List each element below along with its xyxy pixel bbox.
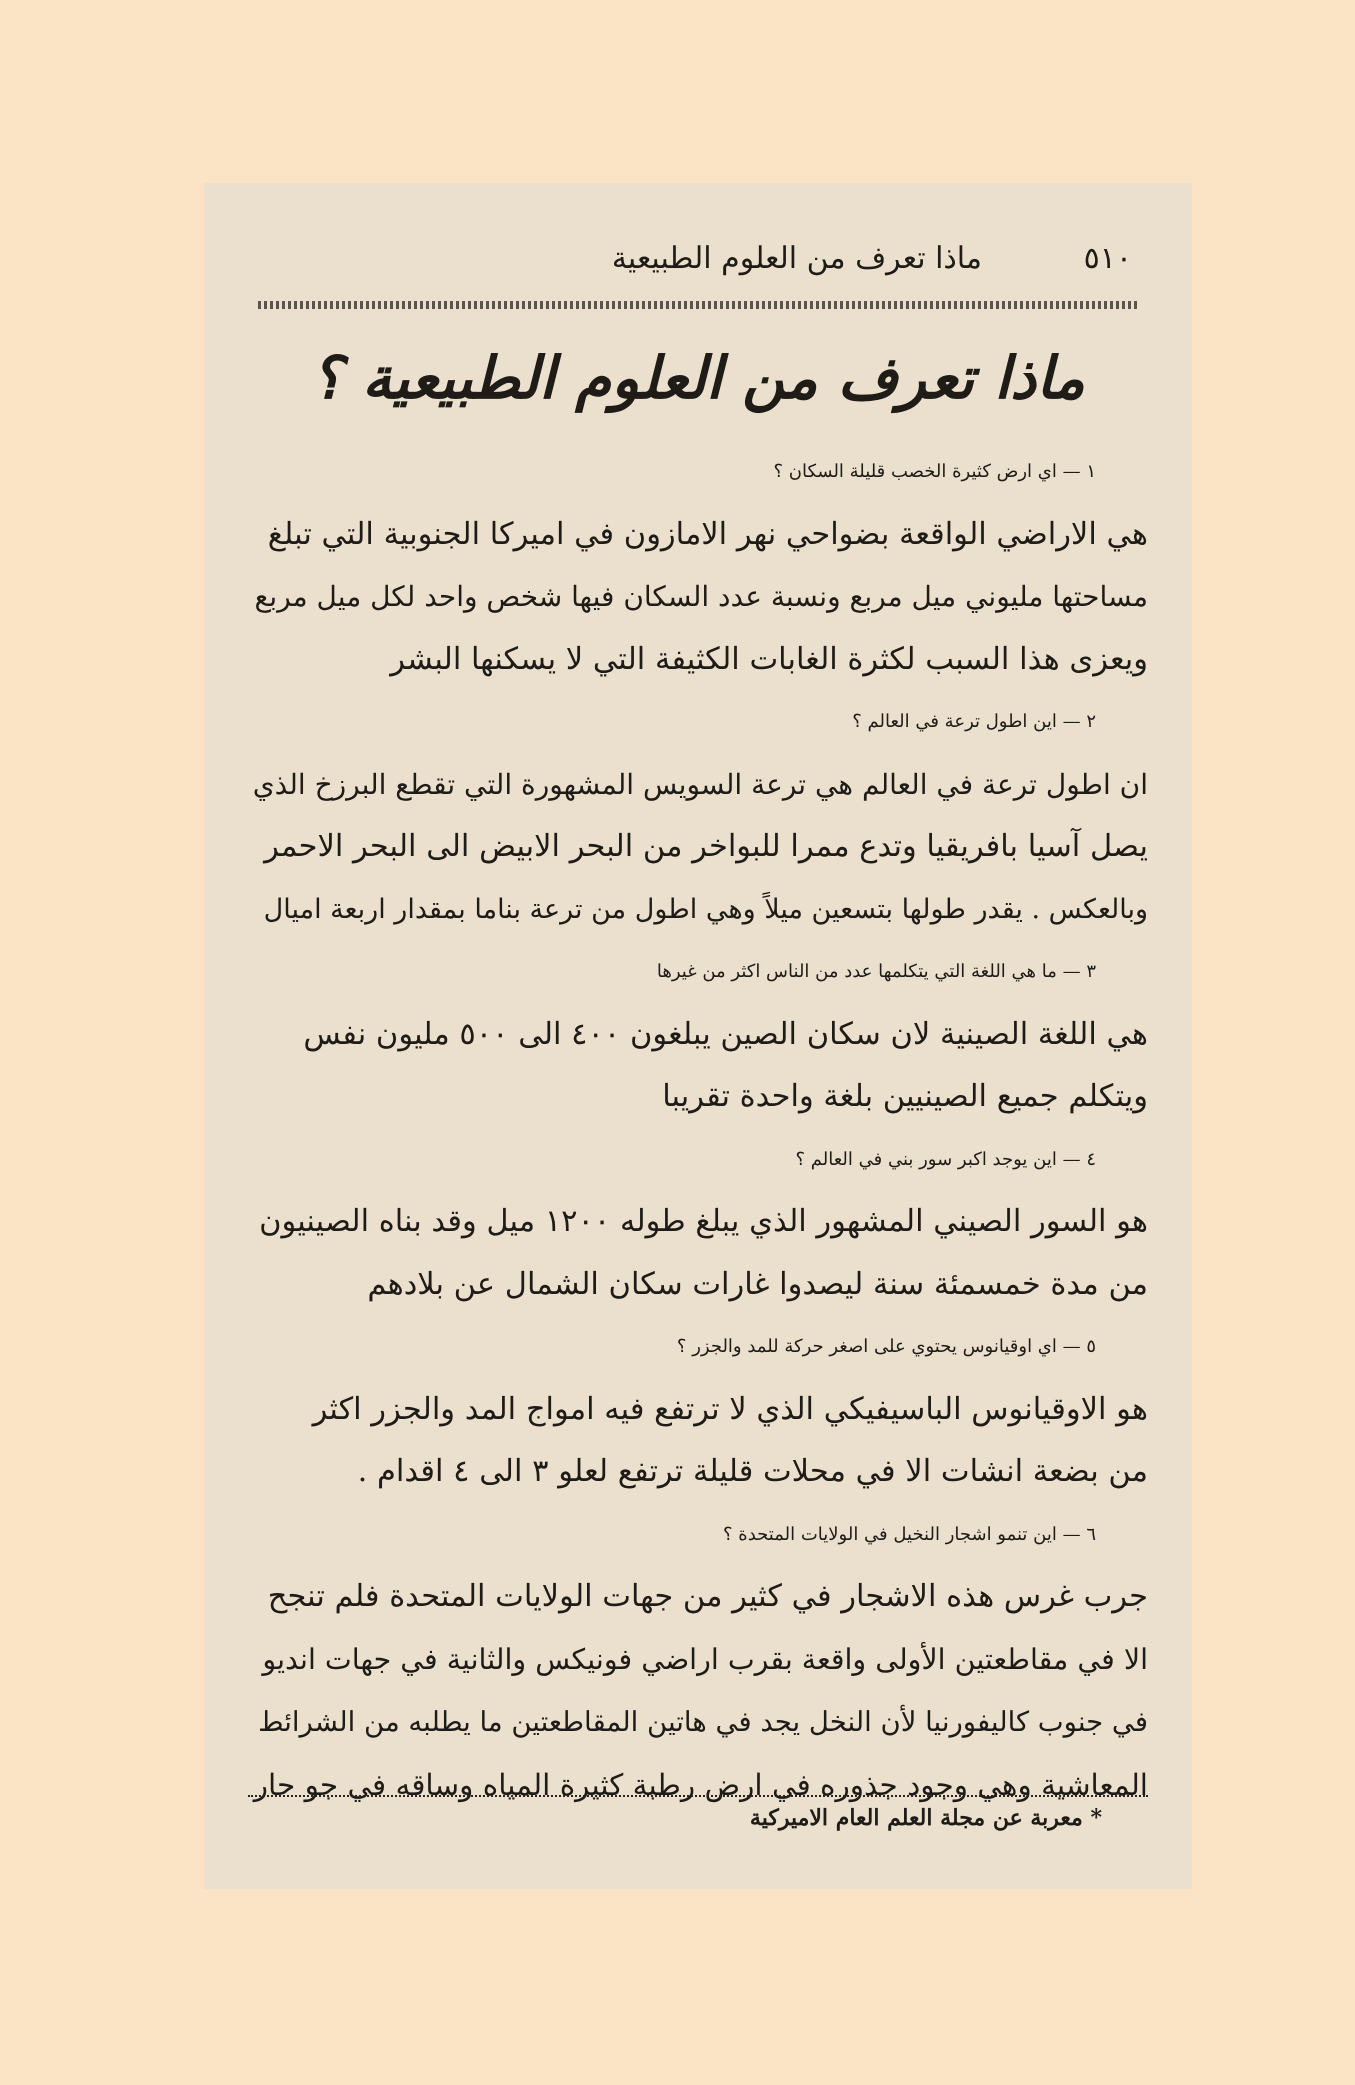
answer-1 xyxy=(248,504,1148,692)
wavy-divider xyxy=(258,301,1138,309)
answer-2 xyxy=(248,754,1148,942)
answer-4 xyxy=(248,1191,1148,1316)
answer-line: من مدة خمسمئة سنة ليصدوا غارات سكان الشمال عن بلادهم xyxy=(367,1266,1148,1302)
answer-line: من بضعة انشات الا في محلات قليلة ترتفع لعلو ٣ الى ٤ اقدام . xyxy=(357,1454,1148,1489)
question-5: ٥ — اي اوقيانوس يحتوي على اصغر حركة للمد والجزر ؟ xyxy=(676,1336,1096,1357)
question-6: ٦ — اين تنمو اشجار النخيل في الولايات المتحدة ؟ xyxy=(723,1523,1096,1545)
answer-line: الا في مقاطعتين الأولى واقعة بقرب اراضي فونيكس والثانية في جهات انديو xyxy=(262,1642,1148,1676)
running-title: ماذا تعرف من العلوم الطبيعية xyxy=(611,241,982,276)
answer-line: في جنوب كاليفورنيا لأن النخل يجد في هاتين المقاطعتين ما يطلبه من الشرائط xyxy=(258,1706,1148,1738)
answer-line: مساحتها مليوني ميل مربع ونسبة عدد السكان فيها شخص واحد لكل ميل مربع xyxy=(254,580,1148,613)
answer-5 xyxy=(248,1379,1148,1504)
question-2: ٢ — اين اطول ترعة في العالم ؟ xyxy=(852,711,1096,732)
answer-line: هي الاراضي الواقعة بضواحي نهر الامازون في اميركا الجنوبية التي تبلغ xyxy=(267,516,1148,552)
article-title: ماذا تعرف من العلوم الطبيعية ؟ xyxy=(311,344,1085,412)
answer-line: ويعزى هذا السبب لكثرة الغابات الكثيفة التي لا يسكنها البشر xyxy=(390,641,1148,677)
answer-3 xyxy=(248,1004,1148,1129)
answer-line: وبالعكس . يقدر طولها بتسعين ميلاً وهي اطول من ترعة بناما بمقدار اربعة اميال xyxy=(263,893,1148,925)
footnote-divider xyxy=(248,1795,1148,1797)
answer-line: يصل آسيا بافريقيا وتدع ممرا للبواخر من البحر الابيض الى البحر الاحمر xyxy=(264,829,1148,864)
answer-line: المعاشية وهي وجود جذوره في ارض رطبة كثيرة المياه وساقه في جو حار xyxy=(253,1767,1148,1802)
answer-line: هي اللغة الصينية لان سكان الصين يبلغون ٤٠٠ الى ٥٠٠ مليون نفس xyxy=(303,1016,1148,1052)
answer-line: هو السور الصيني المشهور الذي يبلغ طوله ١٢٠٠ ميل وقد بناه الصينيون xyxy=(259,1204,1148,1239)
question-1: ١ — اي ارض كثيرة الخصب قليلة السكان ؟ xyxy=(773,461,1096,482)
question-4: ٤ — اين يوجد اكبر سور بني في العالم ؟ xyxy=(795,1148,1096,1170)
page-number: ٥١٠ xyxy=(1083,241,1132,276)
book-page xyxy=(204,183,1192,1889)
answer-line: هو الاوقيانوس الباسيفيكي الذي لا ترتفع فيه امواج المد والجزر اكثر xyxy=(312,1391,1148,1427)
answer-line: ان اطول ترعة في العالم هي ترعة السويس المشهورة التي تقطع البرزخ الذي xyxy=(252,767,1148,801)
qa-list xyxy=(248,441,1148,1816)
answer-line: جرب غرس هذه الاشجار في كثير من جهات الولايات المتحدة فلم تنجح xyxy=(267,1579,1148,1614)
footnote: * معربة عن مجلة العلم العام الاميركية xyxy=(749,1805,1102,1831)
answer-line: ويتكلم جميع الصينيين بلغة واحدة تقريبا xyxy=(662,1079,1148,1114)
question-3: ٣ — ما هي اللغة التي يتكلمها عدد من الناس اكثر من غيرها xyxy=(656,961,1096,982)
answer-6 xyxy=(248,1566,1148,1816)
running-header xyxy=(264,235,1132,295)
